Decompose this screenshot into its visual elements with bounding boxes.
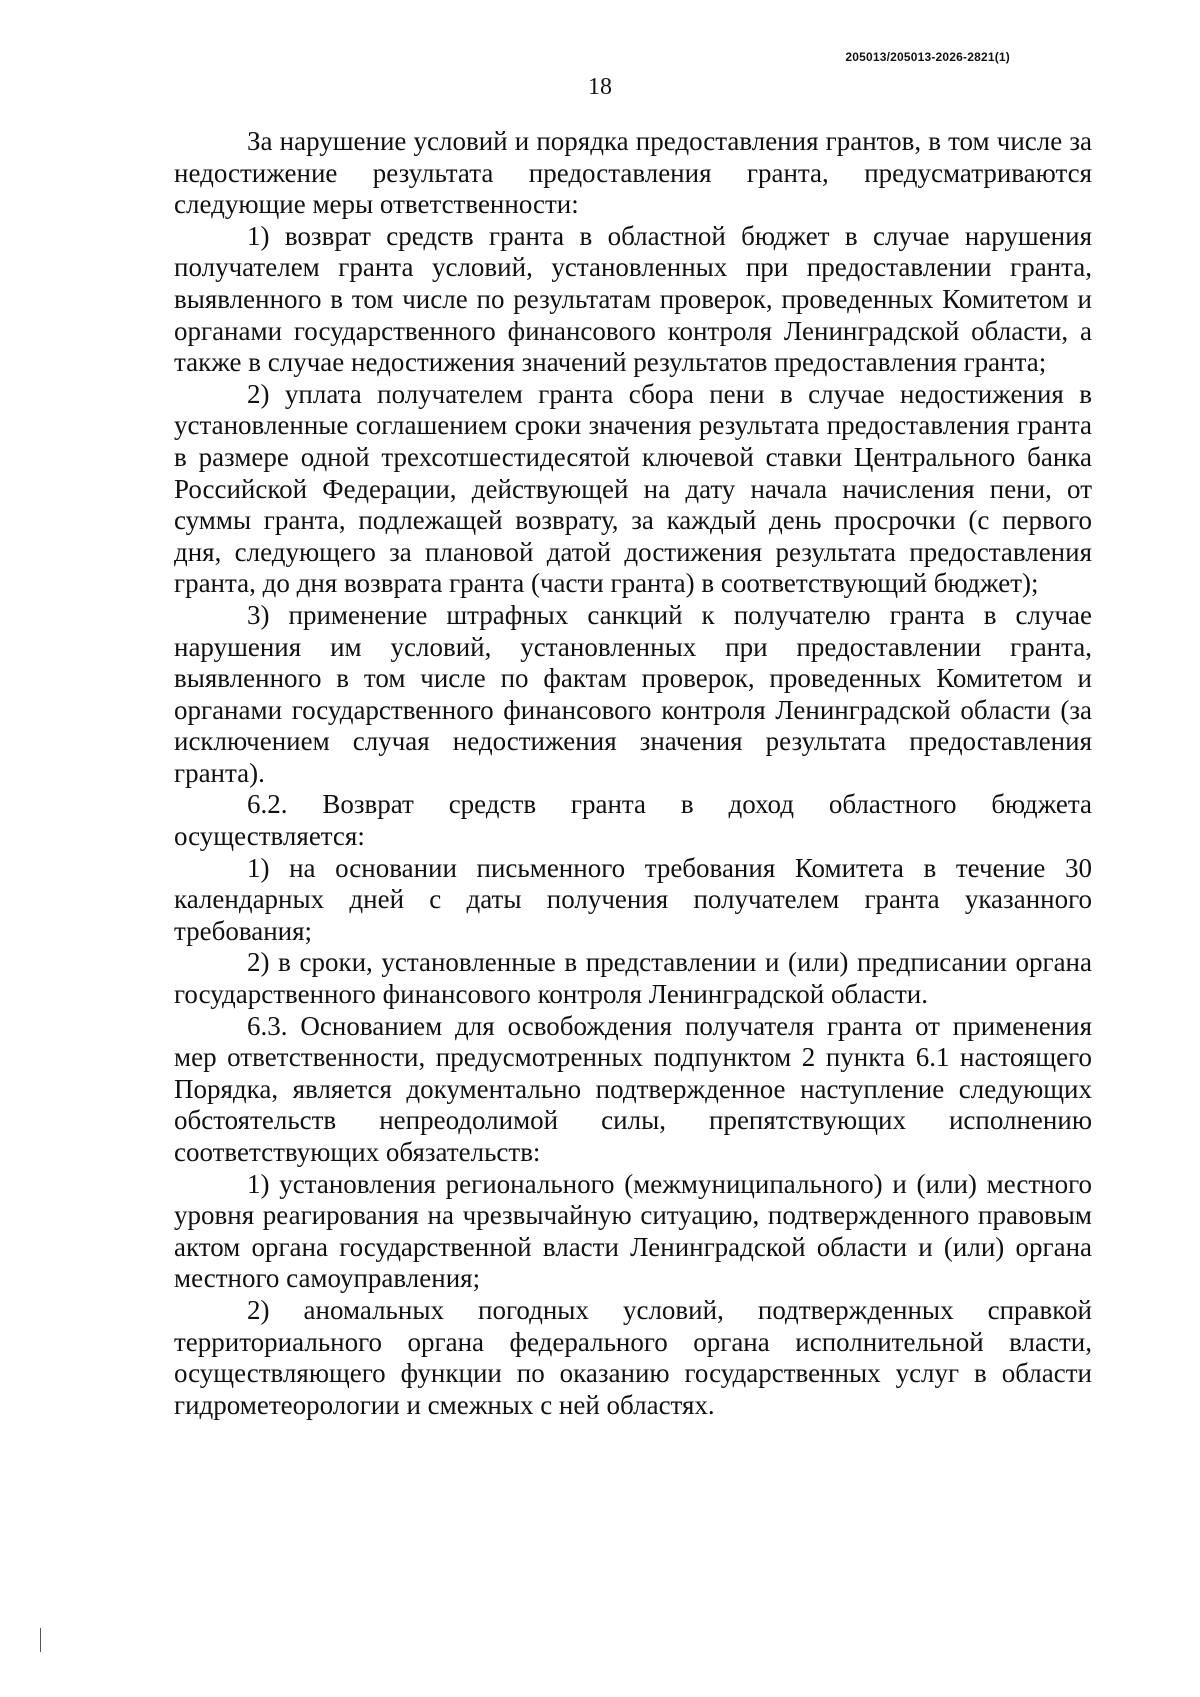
paragraph-item-2-penalty: 2) уплата получателем гранта сбора пени в случае недостижения в установленные соглашением сроки значения результата предоставления гранта в размере одной трехсотшестидесятой ключевой ставки Центрального банка Российской Федерации, действующей на дату начала начисления пени, от суммы гранта, подлежащей возврату, за каждый день просрочки (с первого дня, следующего за плановой датой достижения результата предоставления гранта, до дня возврата гранта (части гранта) в соответствующий бюджет); (174, 378, 1092, 599)
paragraph-6-3-item-1: 1) установления регионального (межмуниципального) и (или) местного уровня реагирования на чрезвычайную ситуацию, подтвержденного правовым актом органа государственной власти Ленинградской области и (или) органа местного самоуправления; (174, 1168, 1092, 1294)
paragraph-6-2-item-2: 2) в сроки, установленные в представлении и (или) предписании органа государственного финансового контроля Ленинградской области. (174, 947, 1092, 1010)
paragraph-item-3-fines: 3) применение штрафных санкций к получателю гранта в случае нарушения им условий, установленных при предоставлении гранта, выявленного в том числе по фактам проверок, проведенных Комитетом и органами государственного финансового контроля Ленинградской области (за исключением случая недостижения значения результата предоставления гранта). (174, 599, 1092, 788)
paragraph-6-3-item-2: 2) аномальных погодных условий, подтвержденных справкой территориального органа федерального органа исполнительной власти, осуществляющего функции по оказанию государственных услуг в области гидрометеорологии и смежных с ней областях. (174, 1294, 1092, 1420)
document-body (174, 126, 1092, 1421)
paragraph-item-1-refund: 1) возврат средств гранта в областной бюджет в случае нарушения получателем гранта условий, установленных при предоставлении гранта, выявленного в том числе по результатам проверок, проведенных Комитетом и органами государственного финансового контроля Ленинградской области, а также в случае недостижения значений результатов предоставления гранта; (174, 220, 1092, 378)
paragraph-liability-intro: За нарушение условий и порядка предоставления грантов, в том числе за недостижение результата предоставления гранта, предусматриваются следующие меры ответственности: (174, 126, 1092, 220)
scan-margin-mark (40, 1628, 41, 1652)
paragraph-6-3: 6.3. Основанием для освобождения получателя гранта от применения мер ответственности, предусмотренных подпунктом 2 пункта 6.1 настоящего Порядка, является документально подтвержденное наступление следующих обстоятельств непреодолимой силы, препятствующих исполнению соответствующих обязательств: (174, 1010, 1092, 1167)
paragraph-6-2: 6.2. Возврат средств гранта в доход областного бюджета осуществляется: (174, 789, 1092, 852)
page-number: 18 (588, 74, 612, 100)
document-id: 205013/205013-2026-2821(1) (845, 50, 1010, 64)
paragraph-6-2-item-1: 1) на основании письменного требования Комитета в течение 30 календарных дней с даты получения получателем гранта указанного требования; (174, 852, 1092, 946)
